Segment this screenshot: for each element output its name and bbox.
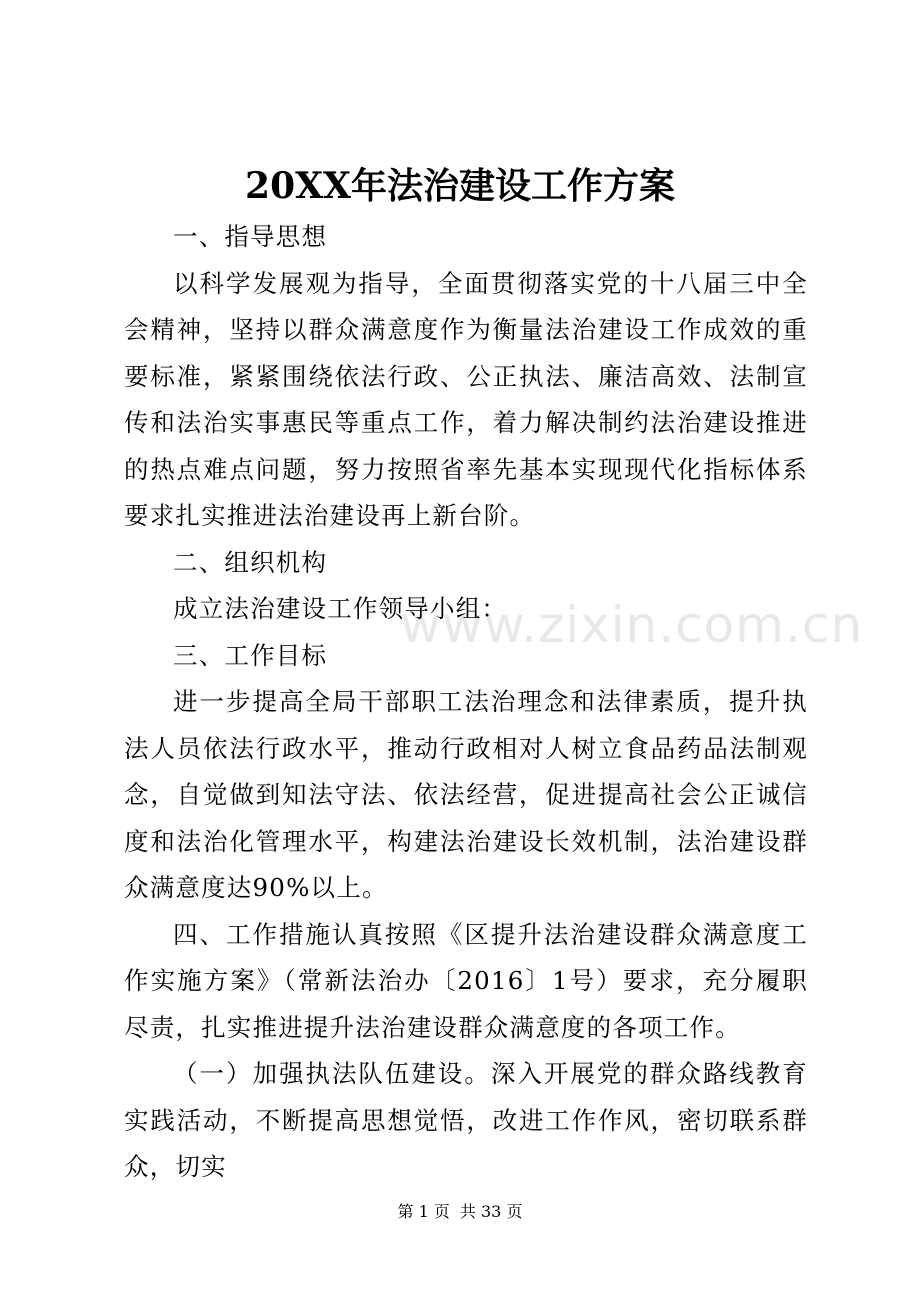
paragraph-work-goals: 进一步提高全局干部职工法治理念和法律素质，提升执法人员依法行政水平，推动行政相对人树立食品药品法制观念，自觉做到知法守法、依法经营，促进提高社会公正诚信度和法治化管理水平，构建法治建设长效机制，法治建设群众满意度达90%以上。 — [124, 687, 808, 902]
page-footer — [0, 1200, 920, 1224]
paragraph-guiding-ideology: 以科学发展观为指导，全面贯彻落实党的十八届三中全会精神，坚持以群众满意度作为衡量法治建设工作成效的重要标准，紧紧围绕依法行政、公正执法、廉洁高效、法制宣传和法治实事惠民等重点工作，着力解决制约法治建设推进的热点难点问题，努力按照省率先基本实现现代化指标体系要求扎实推进法治建设再上新台阶。 — [124, 268, 808, 530]
document-body — [124, 214, 808, 1191]
paragraph-work-measures: 四、工作措施认真按照《区提升法治建设群众满意度工作实施方案》（常新法治办〔2016〕1号）要求，充分履职尽责，扎实推进提升法治建设群众满意度的各项工作。 — [124, 919, 808, 1042]
section-heading-work-goals: 三、工作目标 — [173, 640, 328, 670]
page-total: 共 33 页 — [459, 1202, 523, 1221]
paragraph-organization: 成立法治建设工作领导小组： — [173, 594, 508, 623]
section-heading-guiding-ideology: 一、指导思想 — [173, 222, 328, 251]
document-title: 20XX年法治建设工作方案 — [245, 165, 675, 207]
watermark: www.zixin.com.cn — [400, 596, 864, 654]
section-heading-organization: 二、组织机构 — [173, 547, 328, 577]
page-number: 第 1 页 — [397, 1202, 450, 1221]
paragraph-law-enforcement-team: （一）加强执法队伍建设。深入开展党的群众路线教育实践活动，不断提高思想觉悟，改进工作作风，密切联系群众，切实 — [124, 1059, 808, 1181]
